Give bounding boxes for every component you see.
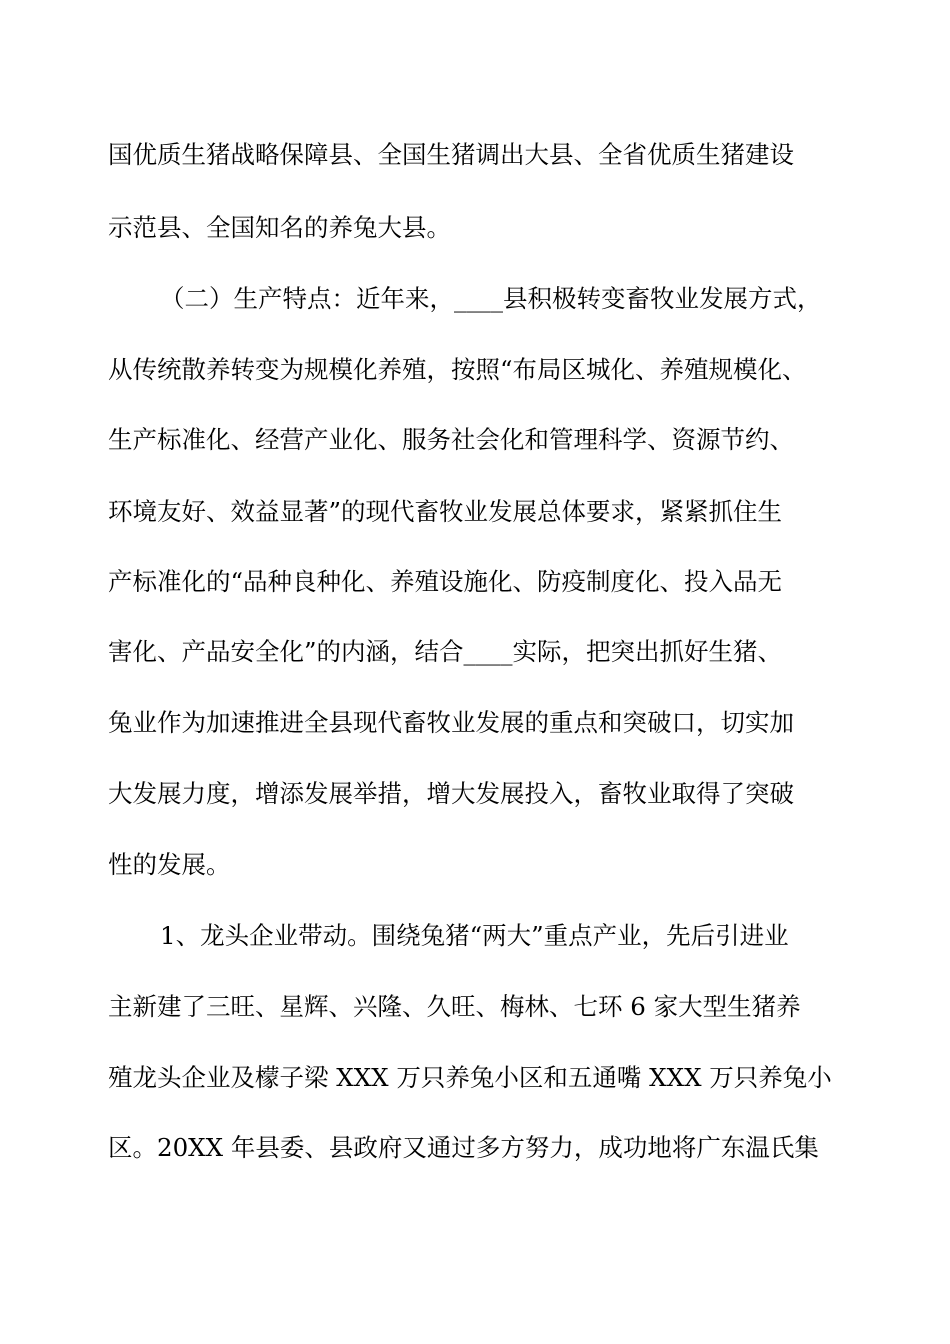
numbered-item-line: 1、龙头企业带动。围绕兔猪“两大”重点产业，先后引进业	[160, 921, 789, 950]
text-line: 害化、产品安全化”的内涵，结合____实际，把突出抓好生猪、	[108, 637, 783, 666]
text-line: 产标准化的“品种良种化、养殖设施化、防疫制度化、投入品无	[108, 567, 783, 596]
section-heading-line: （二）生产特点：近年来，____县积极转变畜牧业发展方式，	[160, 284, 822, 313]
text-line: 国优质生猪战略保障县、全国生猪调出大县、全省优质生猪建设	[108, 140, 794, 169]
text-line: 区。20XX 年县委、县政府又通过多方努力，成功地将广东温氏集	[108, 1133, 819, 1162]
text-line: 大发展力度，增添发展举措，增大发展投入，畜牧业取得了突破	[108, 779, 794, 808]
text-line: 示范县、全国知名的养兔大县。	[108, 213, 451, 242]
text-line: 从传统散养转变为规模化养殖，按照“布局区城化、养殖规模化、	[108, 355, 807, 384]
text-line: 主新建了三旺、星辉、兴隆、久旺、梅林、七环 6 家大型生猪养	[108, 992, 801, 1021]
text-line: 殖龙头企业及檬子梁 XXX 万只养兔小区和五通嘴 XXX 万只养兔小	[108, 1063, 832, 1092]
text-line: 性的发展。	[108, 850, 231, 879]
text-line: 兔业作为加速推进全县现代畜牧业发展的重点和突破口，切实加	[108, 708, 794, 737]
text-line: 环境友好、效益显著”的现代畜牧业发展总体要求，紧紧抓住生	[108, 497, 783, 526]
text-line: 生产标准化、经营产业化、服务社会化和管理科学、资源节约、	[108, 425, 794, 454]
